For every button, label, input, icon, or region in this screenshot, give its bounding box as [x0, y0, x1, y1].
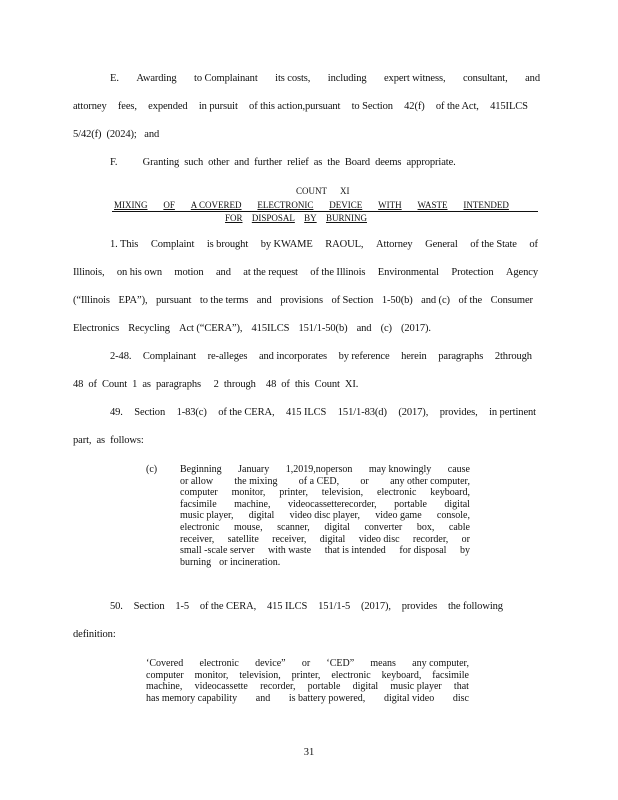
word: Awarding	[136, 73, 177, 84]
word: printer,	[291, 669, 321, 681]
word: Recycling	[128, 323, 170, 334]
para-2-48-line-2: 48 of Count 1 as paragraphs 2 through 48 of this Count XI.	[73, 379, 359, 390]
word: to Complainant	[194, 73, 258, 84]
word: electronic	[180, 521, 220, 533]
word: and	[356, 323, 372, 334]
quote-line	[180, 545, 470, 557]
word: Complainant	[142, 351, 197, 362]
word: of	[529, 239, 538, 250]
word: portable	[307, 681, 341, 693]
word: (2017),	[398, 407, 429, 418]
word: consultant,	[462, 73, 508, 84]
word: General	[425, 239, 458, 250]
word: electronic	[331, 669, 371, 681]
word: satellite	[227, 533, 259, 545]
word: of the	[458, 295, 483, 306]
word: Act (“CERA”),	[179, 323, 243, 334]
para-2-48-line-1	[110, 351, 532, 362]
count-heading-roman: XI	[340, 186, 350, 196]
word: with waste	[268, 545, 312, 557]
word: for disposal	[399, 545, 447, 557]
word: or incineration.	[219, 556, 281, 568]
word: video disc	[358, 533, 400, 545]
count-heading-count: COUNT	[296, 186, 327, 196]
word: and	[255, 692, 271, 704]
word: computer	[180, 487, 218, 499]
word: MIXING	[114, 200, 148, 210]
word: television,	[321, 487, 364, 499]
word: or	[461, 533, 470, 545]
word: January	[238, 464, 270, 475]
quote-line	[180, 464, 470, 476]
word: recorder,	[260, 681, 296, 693]
word: and	[525, 73, 540, 84]
word: video game	[375, 510, 422, 522]
word: scanner,	[277, 521, 310, 533]
word: box,	[416, 521, 435, 533]
word: of Section	[331, 295, 374, 306]
word: 1. This	[110, 239, 139, 250]
word: is brought	[206, 239, 249, 250]
word: (2017).	[401, 323, 431, 334]
word: and	[216, 267, 231, 278]
word: any computer,	[412, 658, 469, 669]
word: means	[370, 658, 396, 669]
word: television,	[239, 669, 281, 681]
quote-line	[180, 557, 470, 569]
quote-line	[180, 487, 470, 499]
word: electronic	[199, 658, 239, 669]
word: 151/1-50(b)	[298, 323, 348, 334]
word: of the CERA,	[199, 601, 257, 612]
quote-line	[146, 670, 469, 682]
quote-ced-definition	[146, 658, 469, 704]
word: in pursuit	[198, 101, 238, 112]
word: that	[453, 681, 469, 693]
word: printer,	[279, 487, 308, 499]
word: WITH	[378, 200, 402, 210]
word: mouse,	[233, 521, 263, 533]
count-heading-rule	[112, 211, 538, 212]
word: and (c)	[421, 295, 450, 306]
word: or	[360, 475, 369, 487]
word: receiver,	[180, 533, 215, 545]
word: monitor,	[231, 487, 266, 499]
word: BURNING	[325, 213, 367, 223]
word: music player,	[180, 510, 234, 522]
word: monitor,	[194, 669, 229, 681]
word: attorney	[73, 101, 107, 112]
word: portable	[394, 498, 427, 510]
word: herein	[401, 351, 427, 362]
word: provides,	[439, 407, 478, 418]
para-1-line-4	[73, 323, 431, 334]
word: on his own	[116, 267, 162, 278]
word: burning	[180, 556, 212, 568]
word: E.	[110, 73, 119, 84]
word: recorder,	[412, 533, 449, 545]
quote-line	[146, 658, 469, 670]
word: (2017),	[360, 601, 391, 612]
word: computer	[146, 669, 184, 681]
word: 151/1-5	[318, 601, 351, 612]
word: the mixing	[234, 475, 278, 487]
word: including	[327, 73, 367, 84]
word: Illinois,	[73, 267, 105, 278]
word: any other computer,	[390, 475, 470, 487]
word: facsimile	[180, 498, 217, 510]
word: by reference	[338, 351, 390, 362]
para-1-line-2	[73, 267, 538, 278]
word: expended	[148, 101, 188, 112]
word: cause	[447, 464, 470, 475]
word: the following	[447, 601, 503, 612]
word: digital video	[383, 692, 435, 704]
word: 49.	[110, 407, 123, 418]
word: to Section	[351, 101, 393, 112]
word: by KWAME	[260, 239, 313, 250]
word: facsimile	[432, 669, 469, 681]
word: or allow	[180, 475, 214, 487]
word: 415 ILCS	[266, 601, 308, 612]
para-1-line-3	[73, 295, 533, 306]
word: has memory capability	[146, 692, 238, 704]
word: ‘CED”	[326, 658, 355, 669]
word: paragraphs	[438, 351, 484, 362]
word: 2through	[494, 351, 532, 362]
word: 415 ILCS	[285, 407, 327, 418]
word: 1,2019,noperson	[285, 464, 353, 475]
word: is battery powered,	[288, 692, 366, 704]
word: and incorporates	[258, 351, 328, 362]
word: video disc player,	[289, 510, 360, 522]
word: of the State	[470, 239, 517, 250]
word: provisions	[280, 295, 323, 306]
quote-line	[180, 476, 470, 488]
word: ‘Covered	[146, 658, 184, 669]
para-1-line-1	[110, 239, 538, 250]
para-50-line-1	[110, 601, 503, 612]
word: motion	[174, 267, 204, 278]
word: videocassetterecorder,	[287, 498, 377, 510]
word: OF	[163, 200, 175, 210]
word: keyboard,	[381, 669, 422, 681]
word: 415ILCS	[251, 323, 290, 334]
word: may knowingly	[368, 464, 432, 475]
word: provides	[401, 601, 438, 612]
word: BY	[304, 213, 317, 223]
item-e-line-1	[110, 73, 540, 84]
word: of this action,pursuant	[249, 101, 341, 112]
word: fees,	[117, 101, 137, 112]
word: RAOUL,	[325, 239, 364, 250]
word: Protection	[451, 267, 494, 278]
word: re-alleges	[207, 351, 248, 362]
word: 1-5	[175, 601, 190, 612]
word: device”	[255, 658, 286, 669]
word: of the Act,	[435, 101, 479, 112]
word: Section	[134, 407, 166, 418]
word: expert witness,	[384, 73, 446, 84]
word: of a CED,	[298, 475, 340, 487]
word: EPA”),	[118, 295, 148, 306]
word: and	[256, 295, 272, 306]
page-number: 31	[303, 747, 315, 758]
word: digital	[324, 521, 350, 533]
word: DEVICE	[329, 200, 363, 210]
word: disc	[452, 692, 469, 704]
word: music player	[390, 681, 442, 693]
para-49-line-2: part, as follows:	[73, 435, 144, 446]
count-heading-row-3	[225, 213, 367, 223]
word: of the CERA,	[218, 407, 275, 418]
item-e-line-3: 5/42(f) (2024); and	[73, 129, 160, 140]
quote-line	[180, 510, 470, 522]
word: Electronics	[73, 323, 120, 334]
word: small -scale server	[180, 545, 255, 557]
word: to the terms	[199, 295, 249, 306]
word: WASTE	[417, 200, 448, 210]
word: (“Illinois	[73, 295, 110, 306]
word: digital	[319, 533, 346, 545]
word: digital	[444, 498, 470, 510]
word: ELECTRONIC	[257, 200, 314, 210]
quote-line	[146, 681, 469, 693]
word: that is intended	[324, 545, 386, 557]
word: Environmental	[377, 267, 439, 278]
word: machine,	[146, 681, 183, 693]
word: pursuant	[156, 295, 192, 306]
word: A COVERED	[190, 200, 242, 210]
word: by	[459, 545, 470, 557]
word: at the request	[243, 267, 298, 278]
word: videocassette	[194, 681, 248, 693]
word: of the Illinois	[310, 267, 366, 278]
quote-line	[180, 522, 470, 534]
word: FOR	[225, 213, 243, 223]
word: cable	[448, 521, 470, 533]
word: Section	[133, 601, 165, 612]
word: or	[301, 658, 311, 669]
word: Beginning	[180, 464, 222, 475]
word: converter	[364, 521, 403, 533]
para-49-line-1	[110, 407, 536, 418]
quote-line	[180, 534, 470, 546]
quote-line	[180, 499, 470, 511]
word: Agency	[505, 267, 538, 278]
word: 415ILCS	[490, 101, 528, 112]
word: Attorney	[376, 239, 413, 250]
word: DISPOSAL	[251, 213, 295, 223]
quote-line	[146, 693, 469, 705]
count-heading-row-2	[114, 200, 509, 210]
word: Complaint	[150, 239, 195, 250]
word: INTENDED	[463, 200, 509, 210]
word: 151/1-83(d)	[337, 407, 387, 418]
para-50-line-2: definition:	[73, 629, 116, 640]
word: 42(f)	[404, 101, 425, 112]
word: digital	[248, 510, 275, 522]
quote-c-label: (c)	[146, 464, 158, 475]
word: 1-50(b)	[381, 295, 413, 306]
word: (c)	[380, 323, 392, 334]
word: electronic	[377, 487, 417, 499]
word: its costs,	[275, 73, 311, 84]
word: 2-48.	[110, 351, 132, 362]
word: 1-83(c)	[176, 407, 207, 418]
word: keyboard,	[430, 487, 470, 499]
item-e-line-2	[73, 101, 528, 112]
word: console,	[436, 510, 470, 522]
quote-c-block	[180, 464, 470, 568]
word: digital	[352, 681, 379, 693]
word: machine,	[234, 498, 271, 510]
word: in pertinent	[489, 407, 536, 418]
word: 50.	[110, 601, 123, 612]
item-f-line: F. Granting such other and further relief as the Board deems appropriate.	[110, 157, 456, 168]
word: Consumer	[490, 295, 533, 306]
word: receiver,	[272, 533, 307, 545]
